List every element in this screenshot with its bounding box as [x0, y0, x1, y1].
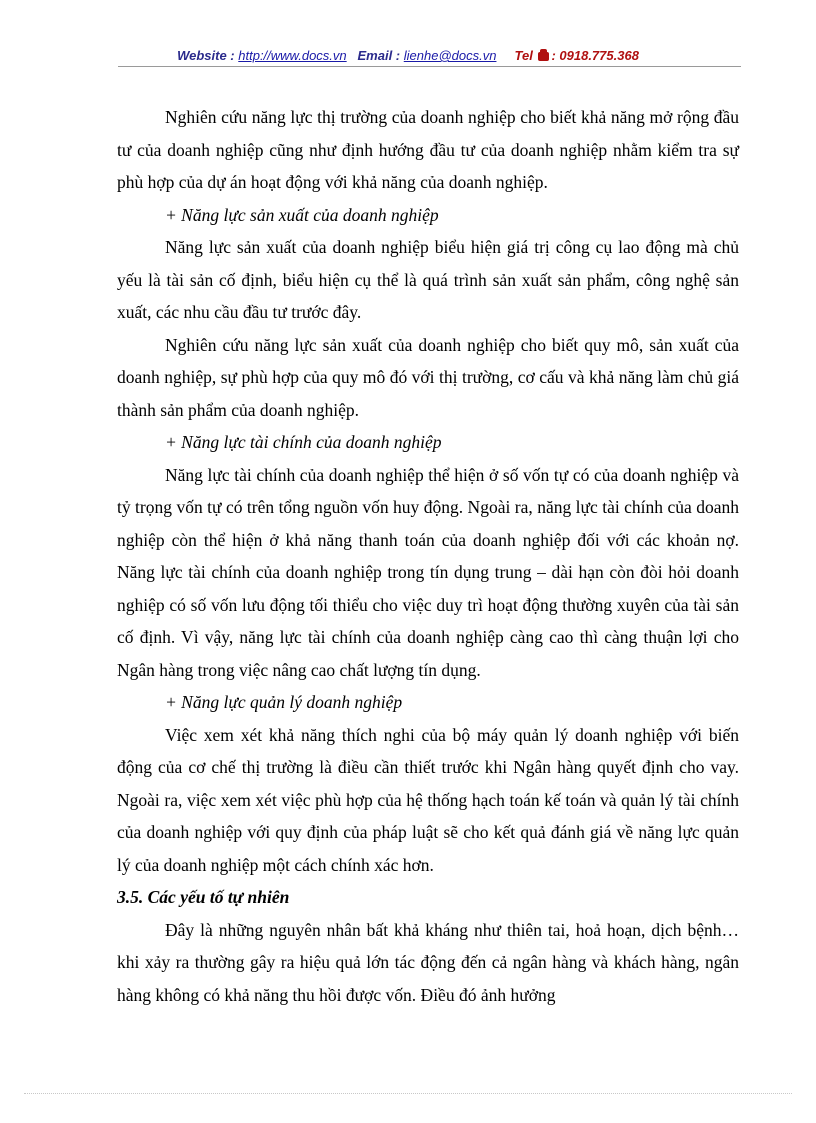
subheading-production-capacity: + Năng lực sản xuất của doanh nghiệp	[165, 204, 439, 225]
website-label: Website :	[177, 48, 235, 63]
email-label: Email :	[357, 48, 401, 63]
subheading-financial-capacity: + Năng lực tài chính của doanh nghiệp	[165, 432, 442, 452]
paragraph-production-research: Nghiên cứu năng lực sản xuất của doanh nghiệp cho biết quy mô, sản xuất của doanh nghiệp, sự phù hợp của quy mô đó với thị trường, cơ cấu và khả năng làm chủ giá thành sản phẩm của doanh nghiệp.	[117, 334, 739, 420]
page-header	[0, 47, 816, 65]
website-link[interactable]: http://www.docs.vn	[238, 48, 347, 63]
paragraph-management-capacity: Việc xem xét khả năng thích nghi của bộ máy quản lý doanh nghiệp với biến động của cơ chế thị trường là điều cần thiết trước khi Ngân hàng quyết định cho vay. Ngoài ra, việc xem xét việc phù hợp của hệ thống hạch toán kế toán và quản lý tài chính của doanh nghiệp với quy định của pháp luật sẽ cho kết quả đánh giá về năng lực quản lý của doanh nghiệp một cách chính xác hơn.	[117, 724, 739, 875]
paragraph-natural-factors: Đây là những nguyên nhân bất khả kháng như thiên tai, hoả hoạn, dịch bệnh… khi xảy ra thường gây ra hiệu quả lớn tác động đến cả ngân hàng và khách hàng, ngân hàng không có khả năng thu hồi được vốn. Điều đó ảnh hưởng	[117, 919, 739, 1005]
tel-label: Tel	[514, 48, 533, 63]
phone-icon	[538, 52, 549, 61]
document-body	[117, 101, 739, 1011]
paragraph-financial-capacity: Năng lực tài chính của doanh nghiệp thể hiện ở số vốn tự có của doanh nghiệp và tỷ trọng vốn tự có trên tổng nguồn vốn huy động. Ngoài ra, năng lực tài chính của doanh nghiệp còn thể hiện ở khả năng thanh toán của doanh nghiệp đối với các khoản nợ. Năng lực tài chính của doanh nghiệp trong tín dụng trung – dài hạn còn đòi hỏi doanh nghiệp có số vốn lưu động tối thiểu cho việc duy trì hoạt động thường xuyên của tài sản cố định. Vì vậy, năng lực tài chính của doanh nghiệp càng cao thì càng thuận lợi cho Ngân hàng trong việc nâng cao chất lượng tín dụng.	[117, 464, 739, 680]
paragraph-market-capacity: Nghiên cứu năng lực thị trường của doanh nghiệp cho biết khả năng mở rộng đầu tư của doanh nghiệp cũng như định hướng đầu tư của doanh nghiệp nhằm kiểm tra sự phù hợp của dự án hoạt động với khả năng của doanh nghiệp.	[117, 107, 739, 192]
email-link[interactable]: lienhe@docs.vn	[403, 48, 497, 63]
paragraph-production-capacity: Năng lực sản xuất của doanh nghiệp biểu hiện giá trị công cụ lao động mà chủ yếu là tài sản cố định, biểu hiện cụ thể là quá trình sản xuất sản phẩm, công nghệ sản xuất, các nhu cầu đầu tư trước đây.	[117, 237, 739, 322]
subheading-management-capacity: + Năng lực quản lý doanh nghiệp	[165, 692, 403, 712]
section-title: 3.5. Các yếu tố tự nhiên	[117, 887, 290, 907]
header-divider	[118, 66, 741, 67]
tel-value: : 0918.775.368	[551, 48, 639, 63]
footer-divider	[24, 1093, 792, 1094]
